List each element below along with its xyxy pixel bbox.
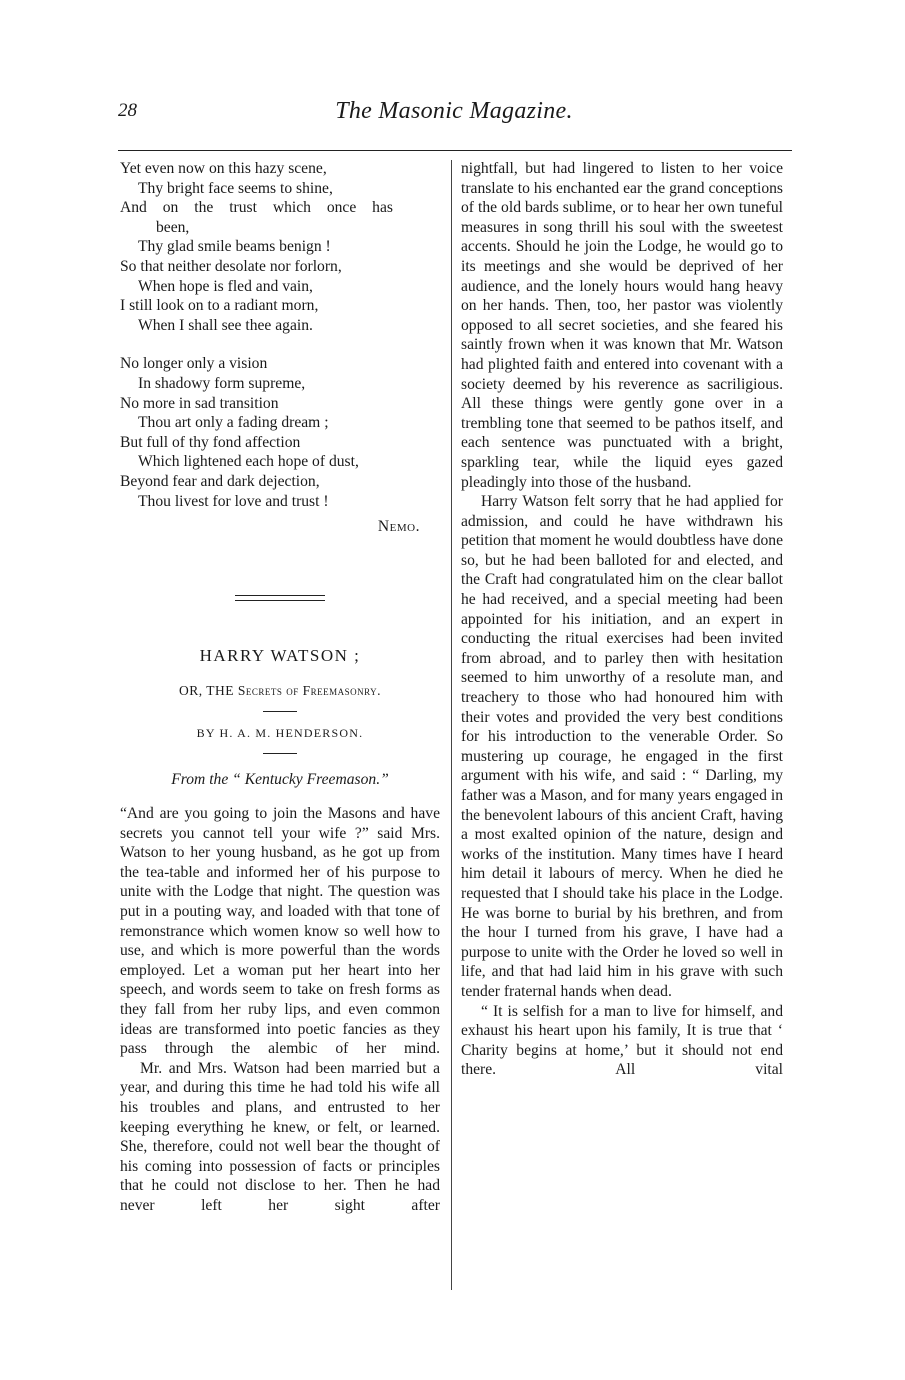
short-rule [263,753,297,754]
short-rule [263,711,297,712]
column-divider [451,160,452,1290]
paragraph: Mr. and Mrs. Watson had been married but a year, and during this time he had told his wife all his troubles and plans, and entrusted to her keeping everything he knew, or felt, or learned. She, therefore, could not well bear the thought of his coming into possession of facts or principles that he could not disclose to her. Then he had never left her sight after [120,1059,440,1214]
verse-line: Which lightened each hope of dust, [138,453,359,471]
paragraph: “And are you going to join the Masons and have secrets you cannot tell your wife ?” said Mrs. Watson to her young husband, as he got up from the tea-table and informed her of his purpose to unite with the Lodge that night. The question was put in a pouting way, and loaded with that tone of remonstrance which women know so well how to use, and which is more powerful than the words employed. Let a woman put her heart into her speech, and words seem to take on fresh forms as they fall from her ruby lips, and even common ideas are transformed into poetic fancies as they pass through the alembic of her mind. [120,805,440,1058]
left-column [120,159,440,1216]
verse-line: When hope is fled and vain, [138,277,313,295]
article-title: HARRY WATSON ; [199,645,361,665]
page-number: 28 [118,100,137,121]
verse-line: And on the trust which once has [120,199,393,217]
verse-line: Thy bright face seems to shine, [138,179,333,197]
verse-line: Thou livest for love and trust ! [138,492,329,510]
article-subtitle [120,681,440,701]
poem-stanza-1 [120,159,440,335]
paragraph: Harry Watson felt sorry that he had applied for admission, and could he have withdrawn his petition that moment he would doubtless have done so, but he had been balloted for and elected, and the Craft had congratulated him on the clear ballot he had received, and a special meeting had been appointed for his initiation, and an expert in conducting the ritual exercises had been invited from abroad, and to parley then with hesitation seemed to him unworthy of a resolute man, and treachery to those who had honoured him with their votes and provided the very best conditions for his introduction to the venerable Order. So mustering up courage, he engaged in the first argument with his wife, and said : “ Darling, my father was a Mason, and for many years engaged in the benevolent labours of this ancient Craft, having a most exalted opinion of the nature, design and works of the institution. Many times have I heard him detail it labours of mercy. When he died he requested that I should take his place in the Lodge. He was borne to burial by his brethren, and from the hour I turned from his grave, I have had a purpose to unite with the Order he loved so well in life, and that had laid him in his grave with such tender fraternal hands when dead. [461,493,783,1000]
subtitle-prefix: OR, THE [178,683,234,699]
header-rule [118,150,792,151]
paragraph: “ It is selfish for a man to live for himself, and exhaust his heart upon his family, It is true that ‘ Charity begins at home,’ but it should not end there. All vital [461,1002,783,1079]
poem-stanza-2 [120,354,440,511]
verse-line: When I shall see thee again. [138,316,313,334]
verse-line: In shadowy form supreme, [138,374,306,392]
verse-line: been, [156,218,190,236]
verse-line: I still look on to a radiant morn, [120,297,319,315]
verse-line: Thou art only a fading dream ; [138,414,329,432]
source-attribution: From the “ Kentucky Freemason.” [171,771,389,789]
paragraph: nightfall, but had lingered to listen to her voice translate to his enchanted ear the grand conceptions of the old bards sublime, or to hear her own tuneful measures in song thrill his soul with the sweetest accents. Should he join the Lodge, he would go to its meetings and she would be deprived of her audience, and the lonely hours would hang heavy on her hands. Then, too, her pastor was violently opposed to all secret societies, and she feared his saintly frown when it was known that Mr. Watson had plighted faith and entered into covenant with a society deemed by his reverence as sacriligious. All these things were gently gone over in a trembling tone that seemed to be pathos itself, and each sentence was punctuated with a bright, sparkling tear, while the liquid eyes gazed pleadingly into those of the husband. [461,160,783,491]
verse-line: No longer only a vision [120,355,268,373]
byline: BY H. A. M. HENDERSON. [196,725,364,740]
running-head [118,98,790,130]
verse-line: But full of thy fond affection [120,433,301,451]
journal-title: The Masonic Magazine. [335,98,573,124]
verse-line: Beyond fear and dark dejection, [120,472,320,490]
verse-line: Yet even now on this hazy scene, [120,160,327,177]
right-column [461,159,783,1080]
section-divider [235,595,325,601]
verse-line: Thy glad smile beams benign ! [138,238,331,256]
subtitle-main: Secrets of Freemasonry. [237,683,382,699]
poem-signature: Nemo. [377,518,420,536]
verse-line: No more in sad transition [120,394,279,412]
verse-line: So that neither desolate nor forlorn, [120,257,342,275]
